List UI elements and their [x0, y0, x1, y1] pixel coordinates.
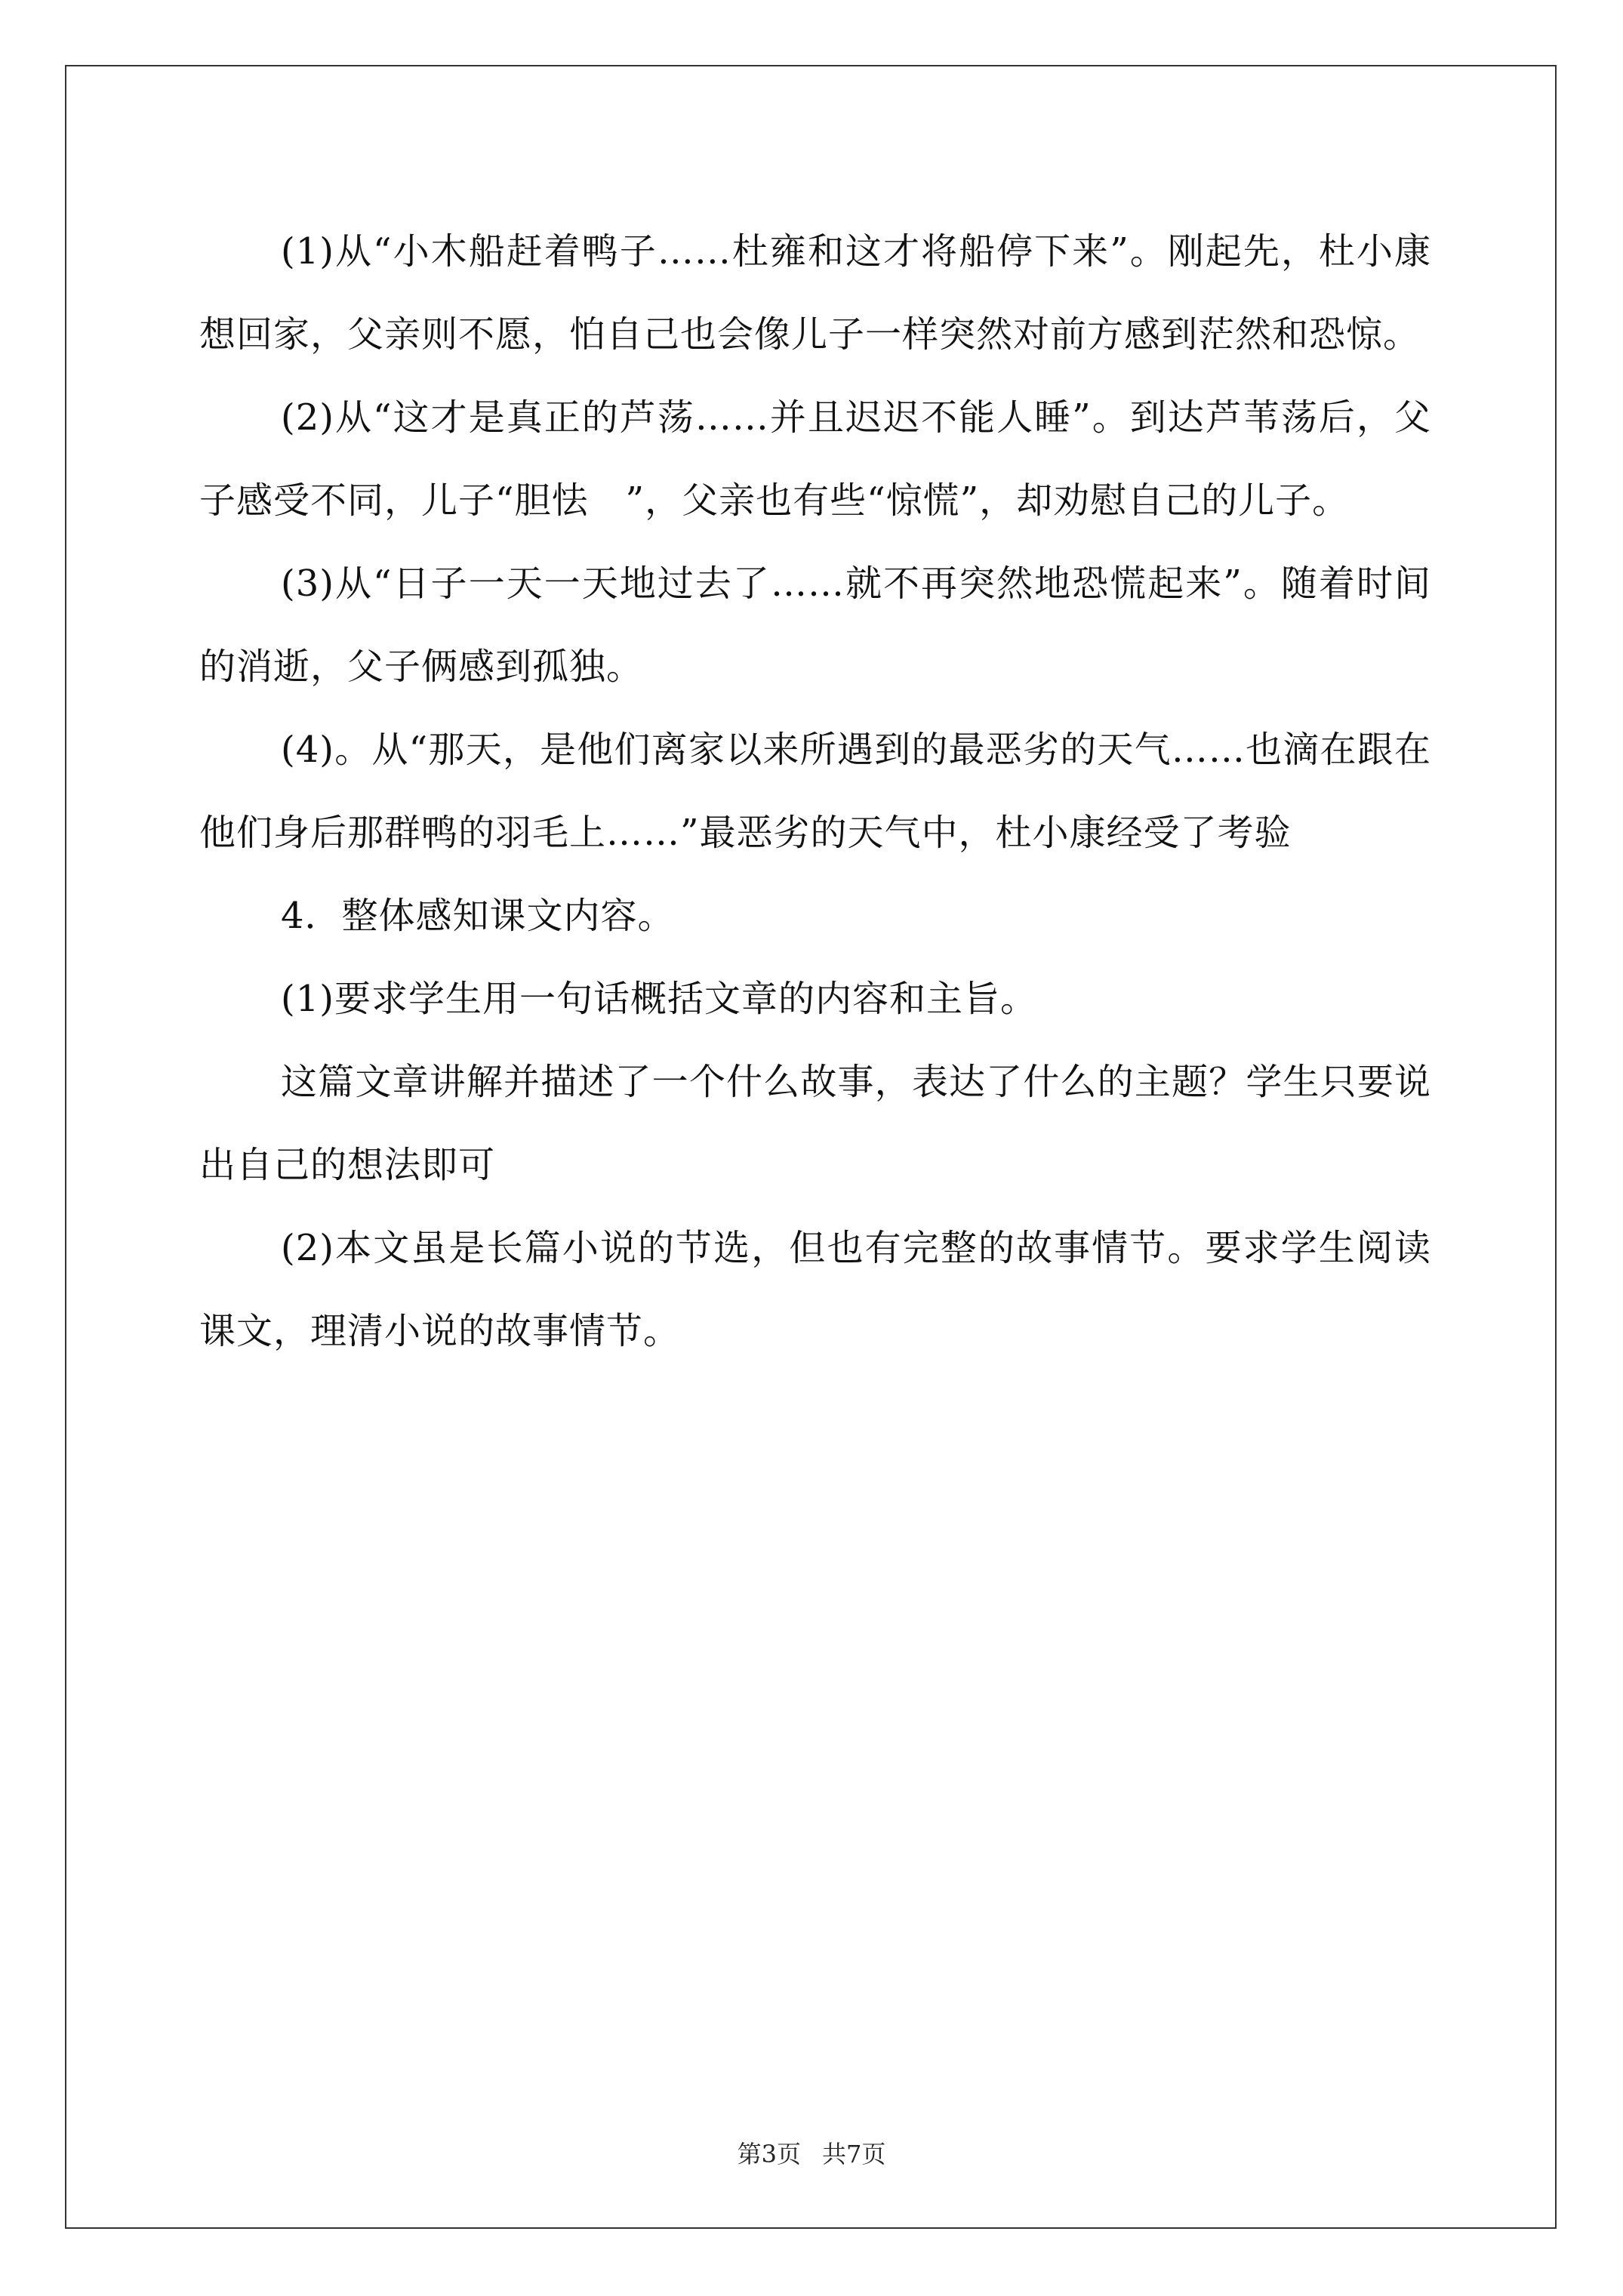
paragraph-5: 4．整体感知课文内容。 — [281, 895, 675, 937]
paragraph-4: (4)。从“那天，是他们离家以来所遇到的最恶劣的天气……也滴在跟在他们身后那群鸭的羽毛上……”最恶劣的天气中，杜小康经受了考验 — [199, 729, 1431, 854]
paragraph-2: (2)从“这才是真正的芦荡……并且迟迟不能人睡”。到达芦苇荡后，父子感受不同，儿子“胆怯 ”，父亲也有些“惊慌”，却劝慰自己的儿子。 — [199, 396, 1431, 522]
paragraph-3: (3)从“日子一天一天地过去了……就不再突然地恐慌起来”。随着时间的消逝，父子俩感到孤独。 — [199, 562, 1431, 688]
page-number-total: 共7页 — [822, 2140, 886, 2168]
paragraph-1: (1)从“小木船赶着鸭子……杜雍和这才将船停下来”。刚起先，杜小康想回家，父亲则不愿，怕自己也会像儿子一样突然对前方感到茫然和恐惊。 — [199, 230, 1431, 356]
document-body — [199, 210, 1431, 1373]
page-footer — [0, 2135, 1623, 2170]
paragraph-6: (1)要求学生用一句话概括文章的内容和主旨。 — [281, 978, 1037, 1020]
page-number-current: 第3页 — [737, 2140, 801, 2168]
paragraph-7: 这篇文章讲解并描述了一个什么故事，表达了什么的主题？学生只要说出自己的想法即可 — [199, 1061, 1431, 1186]
paragraph-8: (2)本文虽是长篇小说的节选，但也有完整的故事情节。要求学生阅读课文，理清小说的故事情节。 — [199, 1227, 1431, 1352]
